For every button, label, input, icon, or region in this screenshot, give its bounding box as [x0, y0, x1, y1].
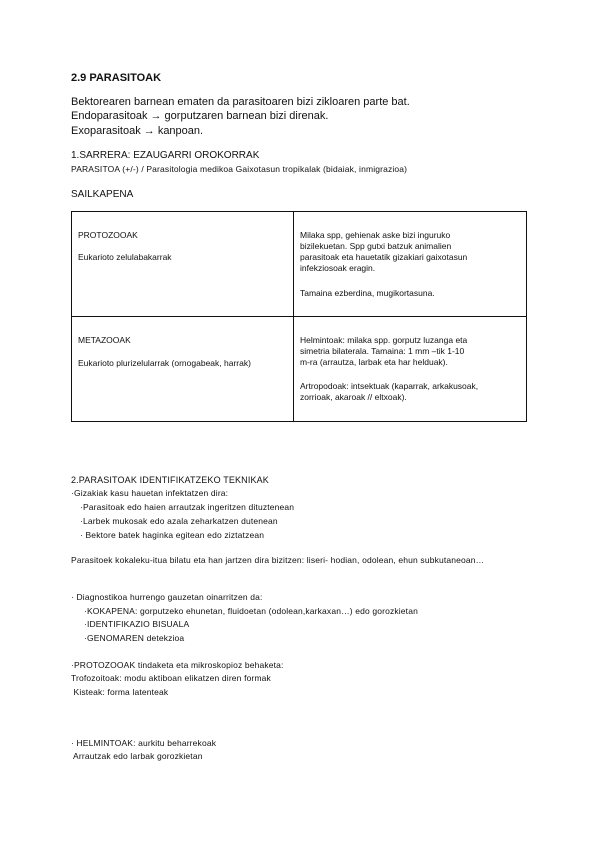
protozooak-name: PROTOZOOAK: [78, 230, 138, 240]
classification-table: [71, 211, 527, 422]
protozooak-detail-extra: Tamaina ezberdina, mugikortasuna.: [300, 288, 435, 298]
page-title: 2.9 PARASITOAK: [71, 72, 162, 84]
metazooak-detail-line: m-ra (arrautza, larbak eta har helduak).: [300, 357, 448, 367]
table-row: [72, 317, 527, 422]
section1-subline: PARASITOA (+/-) / Parasitologia medikoa Gaixotasun tropikalak (bidaiak, inmigrazioa): [71, 164, 408, 174]
protozooak-detail-line: infekziosoak eragin.: [300, 263, 376, 273]
protozooak-item: Kisteak: forma latenteak: [71, 687, 169, 697]
table-cell: [72, 212, 294, 317]
case-item: · Bektore batek haginka egitean edo ziztatzean: [80, 530, 265, 540]
protozooak-detail-line: bizilekuetan. Spp gutxi batzuk animalien: [300, 241, 452, 251]
metazooak-detail-line: zorrioak, akaroak // eltxoak).: [300, 392, 407, 402]
section2-heading: 2.PARASITOAK IDENTIFIKATZEKO TEKNIKAK: [71, 475, 269, 485]
diagnostic-item: ·GENOMAREN detekzioa: [84, 633, 185, 643]
metazooak-detail-line: Artropodoak: intsektuak (kaparrak, arkakusoak,: [300, 381, 479, 391]
protozooak-detail-line: Milaka spp, gehienak aske bizi inguruko: [300, 230, 451, 240]
kokalekua-paragraph: Parasitoek kokaleku-itua bilatu eta han jartzen dira bizitzen: liseri- hodian, odolean, ehun subkutaneoan…: [71, 555, 485, 565]
table-cell: [72, 317, 294, 422]
sailkapena-heading: SAILKAPENA: [71, 189, 134, 200]
diagnostic-item: ·IDENTIFIKAZIO BISUALA: [84, 619, 190, 629]
table-row: [72, 212, 527, 317]
protozooak-item: Trofozoitoak: modu aktiboan elikatzen diren formak: [71, 673, 271, 683]
table-cell: [294, 212, 527, 317]
protozooak-desc: Eukarioto zelulabakarrak: [78, 252, 172, 262]
helmintoak-item: Arrautzak edo larbak gorozkietan: [71, 751, 203, 761]
intro-line: Endoparasitoak → gorputzaren barnean bizi direnak.: [71, 110, 329, 122]
diagnostic-lead: · Diagnostikoa hurrengo gauzetan oinarritzen da:: [71, 592, 263, 602]
section1-heading: 1.SARRERA: EZAUGARRI OROKORRAK: [71, 150, 260, 161]
metazooak-name: METAZOOAK: [78, 335, 131, 345]
protozooak-lead: ·PROTOZOOAK tindaketa eta mikroskopioz behaketa:: [71, 660, 284, 670]
metazooak-desc: Eukarioto plurizelularrak (ornogabeak, harrak): [78, 358, 251, 368]
section2-lead: ·Gizakiak kasu hauetan infektatzen dira:: [71, 488, 229, 498]
protozooak-detail-line: parasitoak eta hauetatik gizakiari gaixotasun: [300, 252, 468, 262]
helmintoak-lead: · HELMINTOAK: aurkitu beharrekoak: [71, 738, 217, 748]
case-item: ·Larbek mukosak edo azala zeharkatzen dutenean: [80, 516, 278, 526]
intro-line: Exoparasitoak → kanpoan.: [71, 125, 204, 137]
metazooak-detail-line: simetria bilaterala. Tamaina: 1 mm –tik 1-10: [300, 346, 465, 356]
metazooak-detail-line: Helmintoak: milaka spp. gorputz luzanga eta: [300, 335, 468, 345]
table-cell: [294, 317, 527, 422]
case-item: ·Parasitoak edo haien arrautzak ingeritzen dituztenean: [80, 502, 295, 512]
diagnostic-item: ·KOKAPENA: gorputzeko ehunetan, fluidoetan (odolean,karkaxan…) edo gorozkietan: [84, 606, 418, 616]
intro-line: Bektorearen barnean ematen da parasitoaren bizi zikloaren parte bat.: [71, 96, 410, 108]
